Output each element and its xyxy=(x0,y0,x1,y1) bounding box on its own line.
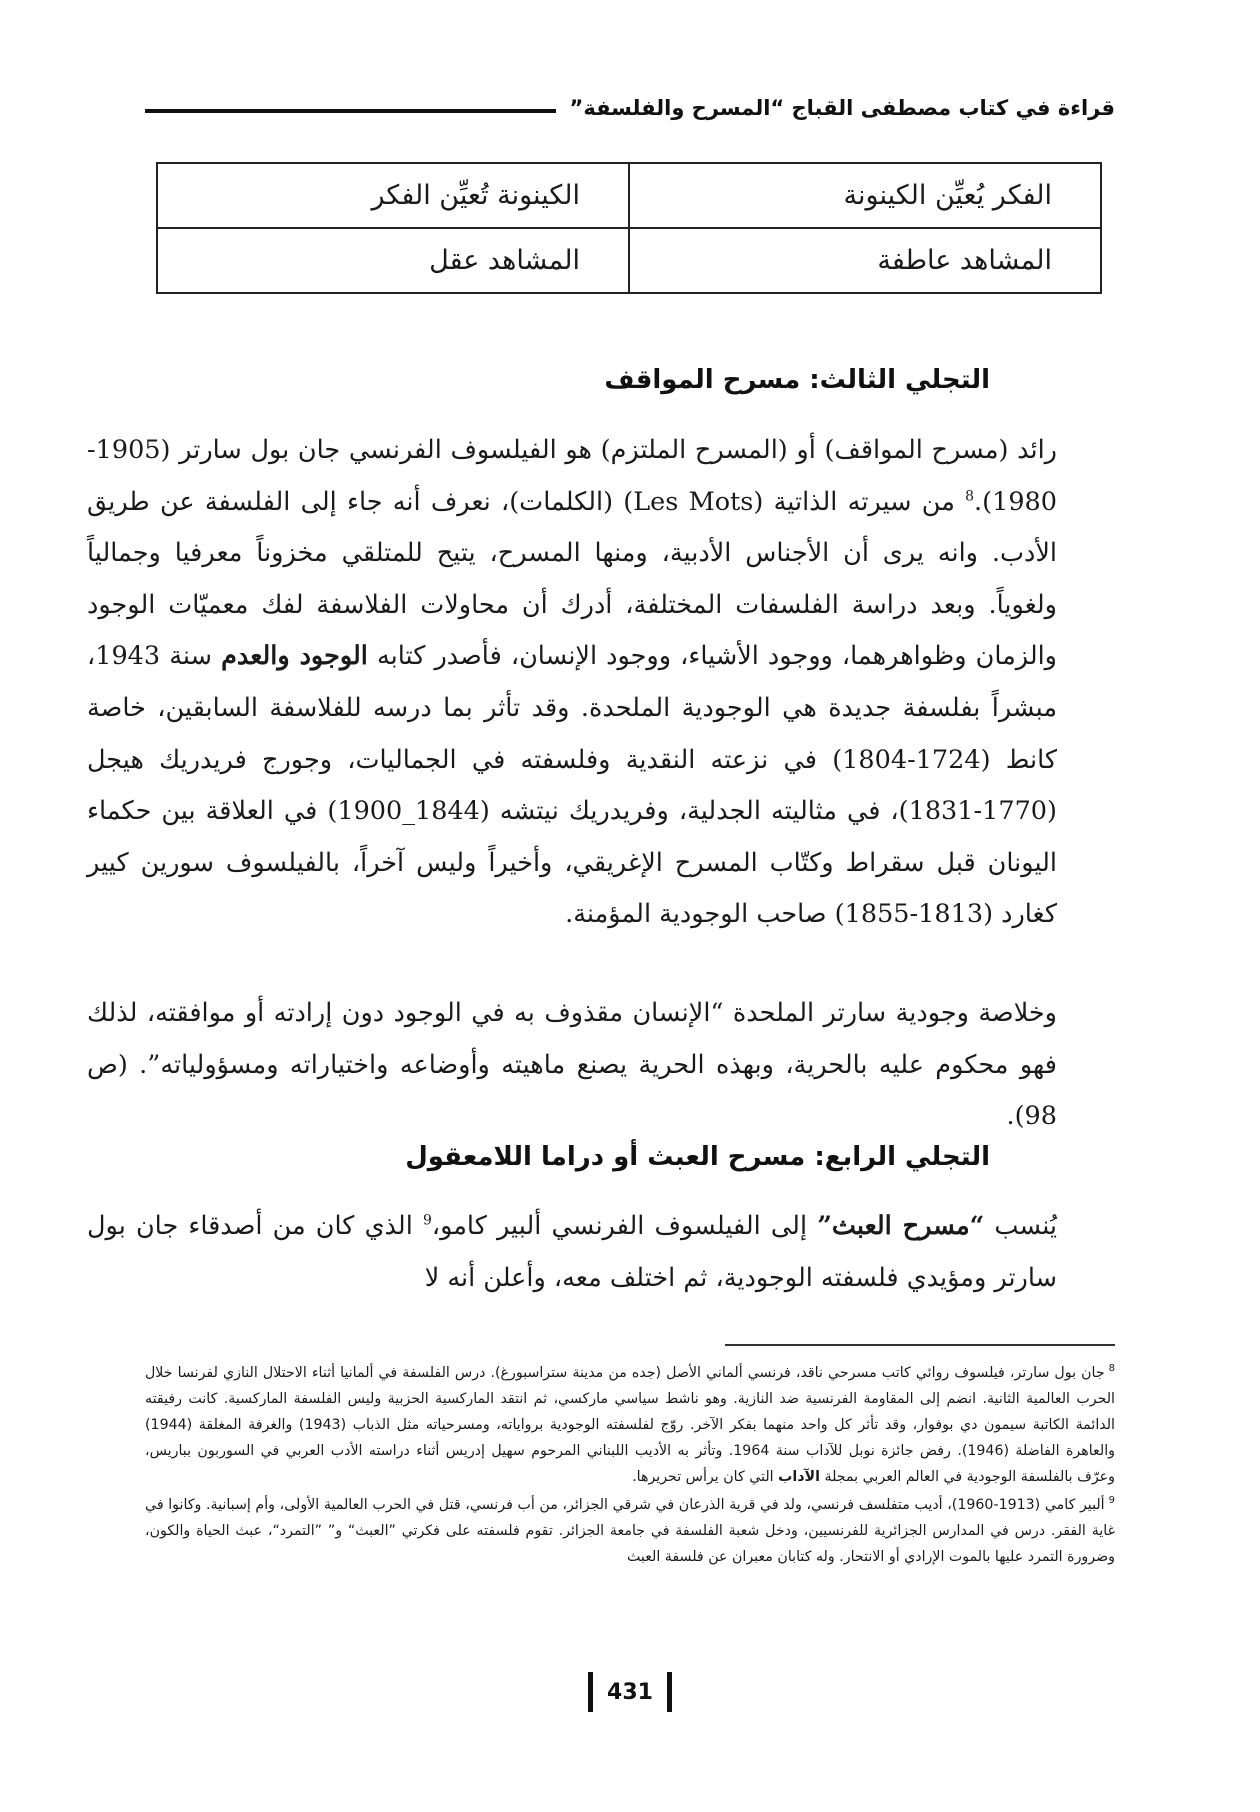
footnotes xyxy=(145,1360,1115,1572)
book-title: الوجود والعدم xyxy=(221,641,368,672)
table-cell: المشاهد عاطفة xyxy=(629,228,1101,293)
footnote-text: التي كان يرأس تحريرها. xyxy=(632,1469,779,1485)
folio-bar-right xyxy=(667,1672,672,1712)
bold-term: “مسرح العبث” xyxy=(817,1211,985,1241)
footnote-9 xyxy=(145,1492,1115,1570)
page-number: 431 xyxy=(607,1679,653,1705)
footnote-mark: 8 xyxy=(1108,1363,1115,1375)
table-cell: الكينونة تُعيِّن الفكر xyxy=(157,163,629,228)
footnote-ref[interactable]: 8 xyxy=(965,488,975,505)
paragraph-summary: وخلاصة وجودية سارتر الملحدة “الإنسان مقذوف به في الوجود دون إرادته أو موافقته، لذلك فهو محكوم عليه بالحرية، وبهذه الحرية يصنع ماهيته وأوضاعه واختياراته ومسؤولياته”. (ص 98). xyxy=(87,998,1057,1132)
footnote-text: جان بول سارتر، فيلسوف روائي كاتب مسرحي ناقد، فرنسي ألماني الأصل (جده من مدينة ستراسبورغ). درس الفلسفة في ألمانيا أثناء الاحتلال النازي لفرنسا خلال الحرب العالمية الثانية. انضم إلى المقاومة الفرنسية ضد النازية. وهو ناشط سياسي ماركسي، ثم انتقد الماركسية الحزبية وليس الفلسفة الماركسية. كانت رفيقته الدائمة الكاتبة سيمون دي بوفوار، وقد تأثر كل واحد منهما بفكر الآخر. روّج لفلسفته الوجودية برواياته، ومسرحياته مثل الذباب (1943) والغرفة المغلقة (1944) والعاهرة الفاضلة (1946). رفض جائزة نوبل للآداب سنة 1964. وتأثر به الأديب اللبناني المرحوم سهيل إدريس أثناء دراسته الأدب العربي في السوربون بباريس، وعرّف بالفلسفة الوجودية في العالم العربي بمجلة xyxy=(145,1365,1115,1485)
footnote-text: ألبير كامي (1913-1960)، أديب متفلسف فرنسي، ولد في قرية الذرعان في شرقي الجزائر، من أب فرنسي، قتل في الحرب العالمية الأولى، وأم إسبانية. وكانوا في غاية الفقر. درس في المدارس الجزائرية للفرنسيين، ودخل شعبة الفلسفة في جامعة الجزائر. تقوم فلسفته على فكرتي ”العبث“ و” ”التمرد“، عبث الحياة والكون، وضرورة التمرد عليها بالموت الإرادي أو الانتحار. وله كتابان معبران عن فلسفة العبث xyxy=(145,1497,1115,1565)
paragraph-text: إلى الفيلسوف الفرنسي ألبير كامو، xyxy=(431,1211,818,1241)
table-row xyxy=(157,228,1101,293)
journal-title: الآداب xyxy=(778,1469,820,1485)
running-header xyxy=(145,85,1115,131)
section-heading-third: التجلي الثالث: مسرح المواقف xyxy=(604,365,990,395)
paragraph-text: رائد (مسرح المواقف) أو (المسرح الملتزم) هو الفيلسوف الفرنسي جان بول سارتر (1905-1980). xyxy=(87,435,1058,517)
section-heading-fourth: التجلي الرابع: مسرح العبث أو دراما اللامعقول xyxy=(405,1142,990,1172)
footnote-mark: 9 xyxy=(1108,1495,1115,1507)
paragraph-text: الذي كان من أصدقاء جان بول سارتر ومؤيدي فلسفته الوجودية، ثم اختلف معه، وأعلن أنه لا xyxy=(87,1211,1057,1293)
folio-bar-left xyxy=(588,1672,593,1712)
paragraph-text: يُنسب xyxy=(984,1211,1058,1241)
footnote-ref[interactable]: 9 xyxy=(422,1212,432,1229)
header-rule xyxy=(145,109,556,113)
comparison-table xyxy=(156,162,1102,294)
paragraph-text: من سيرته الذاتية (Les Mots) (الكلمات)، نعرف أنه جاء إلى الفلسفة عن طريق الأدب. وانه يرى أن الأجناس الأدبية، ومنها المسرح، يتيح للمتلقي مخزوناً معرفيا وجمالياً ولغوياً. وبعد دراسة الفلسفات المختلفة، أدرك أن محاولات الفلاسفة لفك معميّات الوجود والزمان وظواهرهما، ووجود الأشياء، ووجود الإنسان، فأصدر كتابه xyxy=(87,486,1057,672)
page-folio xyxy=(0,1672,1260,1712)
table-row xyxy=(157,163,1101,228)
footnote-8 xyxy=(145,1360,1115,1490)
table-cell: الفكر يُعيِّن الكينونة xyxy=(629,163,1101,228)
footnote-rule xyxy=(725,1344,1115,1346)
paragraph-sartre xyxy=(87,425,1115,985)
paragraph-absurd xyxy=(87,1201,1115,1311)
paragraph-text: سنة 1943، مبشراً بفلسفة جديدة هي الوجودية الملحدة. وقد تأثر بما درسه للفلاسفة السابقين، خاصة كانط (1724-1804) في نزعته النقدية وفلسفته في الجماليات، وجورج فريدريك هيجل (1770-1831)، في مثاليته الجدلية، وفريدريك نيتشه (1844_1900) في العلاقة بين حكماء اليونان قبل سقراط وكتّاب المسرح الإغريقي، وأخيراً وليس آخراً، بالفيلسوف سورين كيير كغارد (1813-1855) صاحب الوجودية المؤمنة. xyxy=(87,641,1057,930)
running-title: قراءة في كتاب مصطفى القباج “المسرح والفلسفة” xyxy=(569,96,1115,120)
table-cell: المشاهد عقل xyxy=(157,228,629,293)
